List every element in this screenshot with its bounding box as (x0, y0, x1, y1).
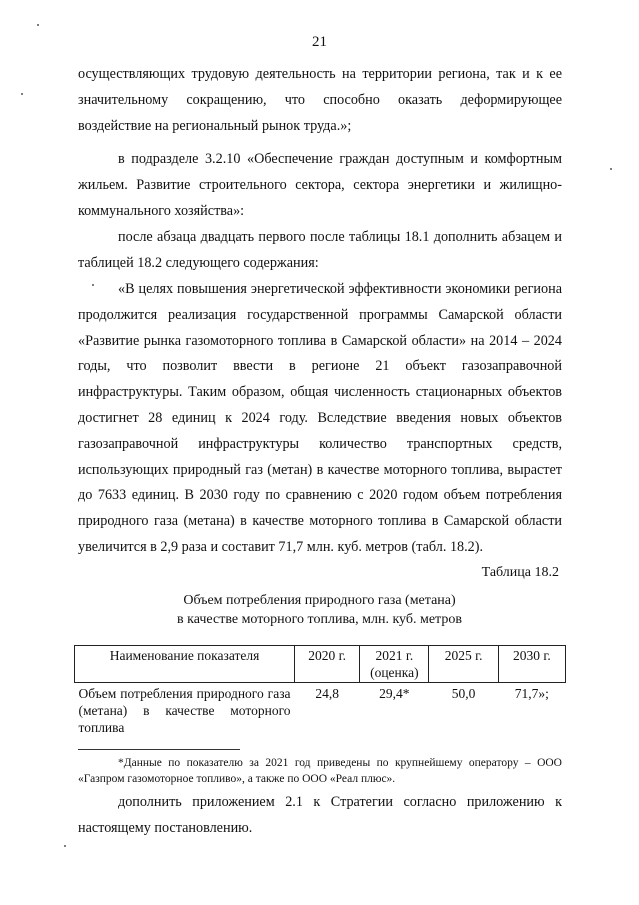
table-cell-indicator: Объем потребления природного газа (метана) в качестве моторного топлива (78, 686, 291, 735)
table-header-2021: 2021 г. (оценка) (360, 646, 429, 683)
table-header-2025: 2025 г. (429, 646, 498, 683)
table-title-line-1: Объем потребления природного газа (метана) (183, 593, 456, 608)
paragraph-subsection-text: в подразделе 3.2.10 «Обеспечение граждан доступным и комфортным жильем. Развитие строительного сектора, сектора энергетики и жилищно-коммунального хозяйства»: (78, 151, 562, 219)
scan-speck (64, 845, 66, 847)
paragraph-continuation-text: осуществляющих трудовую деятельность на территории региона, так и к ее значительному сокращению, что способно оказать деформирующее воздействие на региональный рынок труда.»; (78, 66, 562, 134)
scan-speck (610, 168, 612, 170)
paragraph-instruction (78, 225, 562, 277)
table-cell-2030: 71,7»; (514, 686, 549, 701)
paragraph-final (78, 790, 562, 842)
footnote: *Данные по показателю за 2021 год приведены по крупнейшему оператору – ООО «Газпром газомоторное топливо», а также по ООО «Реал плюс». (78, 757, 562, 785)
table-header-row (75, 646, 566, 683)
paragraph-instruction-text: после абзаца двадцать первого после таблицы 18.1 дополнить абзацем и таблицей 18.2 следующего содержания: (78, 229, 562, 271)
footnote-divider (78, 749, 240, 750)
table-title (0, 591, 639, 629)
table-header-2020: 2020 г. (295, 646, 360, 683)
table-cell-2021: 29,4* (379, 686, 410, 701)
table-cell-2025: 50,0 (451, 686, 476, 701)
table-cell-2020: 24,8 (315, 686, 339, 701)
paragraph-quote (78, 277, 562, 561)
page-number: 21 (312, 34, 327, 50)
data-table (74, 645, 566, 738)
paragraph-subsection (78, 147, 562, 224)
paragraph-continuation (78, 62, 562, 139)
scan-speck (21, 93, 23, 95)
paragraph-quote-text: «В целях повышения энергетической эффективности экономики региона продолжится реализация государственной программы Самарской области «Развитие рынка газомоторного топлива в Самарской области» на 2014 – 2024 годы, что позволит ввести в регионе 21 объект газозаправочной инфраструктуры. Таким образом, общая численность стационарных объектов достигнет 28 единиц к 2024 году. Вследствие введения новых объектов газозаправочной инфраструктуры количество транспортных средств, использующих природный газ (метан) в качестве моторного топлива, вырастет до 7633 единиц. В 2030 году по сравнению с 2020 годом объем потребления природного газа (метана) в качестве моторного топлива в Самарской области увеличится в 2,9 раза и составит 71,7 млн. куб. метров (табл. 18.2). (78, 281, 562, 555)
paragraph-final-text: дополнить приложением 2.1 к Стратегии согласно приложению к настоящему постановлению. (78, 794, 562, 836)
table-label: Таблица 18.2 (481, 565, 559, 580)
table-header-2030: 2030 г. (498, 646, 565, 683)
scan-speck (37, 24, 39, 26)
scan-speck (92, 284, 94, 286)
table-title-line-2: в качестве моторного топлива, млн. куб. метров (177, 612, 462, 627)
table-row (75, 683, 566, 739)
table-header-indicator: Наименование показателя (75, 646, 295, 683)
